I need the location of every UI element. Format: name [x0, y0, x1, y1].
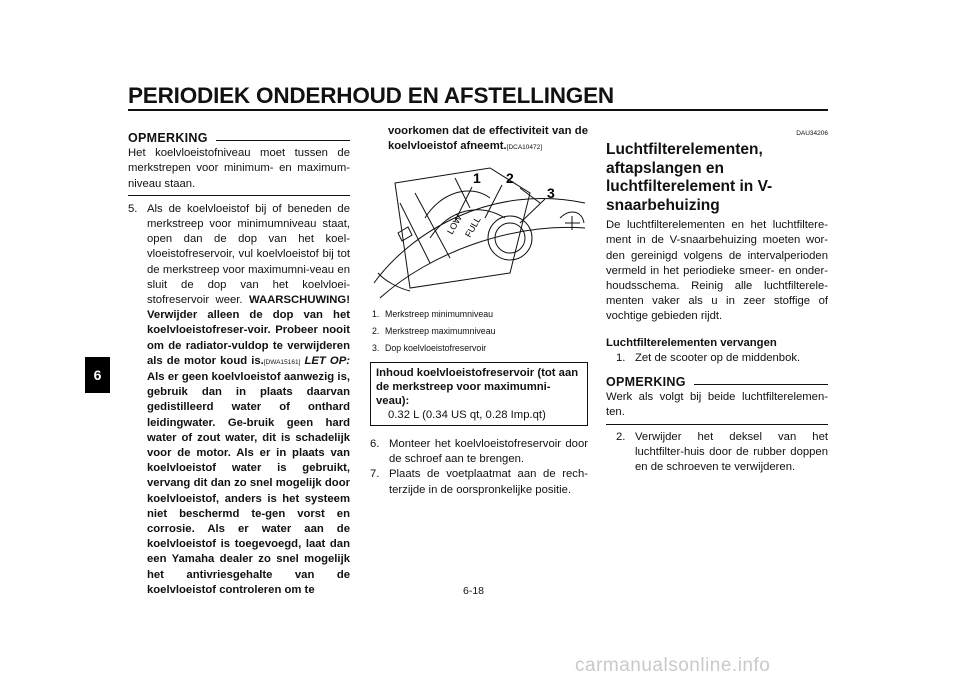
- chapter-tab: 6: [85, 357, 110, 393]
- watermark: carmanualsonline.info: [575, 655, 771, 676]
- spec-value: 0.32 L (0.34 US qt, 0.28 Imp.qt): [388, 409, 546, 421]
- header-rule: [128, 109, 828, 111]
- caption-1: [372, 308, 582, 320]
- caption-3: [372, 342, 582, 354]
- note-title: OPMERKING: [128, 131, 208, 145]
- figure-captions: [372, 308, 582, 354]
- caution-code: [DCA10472]: [506, 144, 543, 152]
- note-end-rule: [606, 424, 828, 425]
- warning-text: WAARSCHUWING! Verwijder alleen de dop van het koelvloeistofreser-voir. Probeer nooit om de radiator-vuldop te verwijderen als de motor koud is.: [147, 294, 350, 367]
- step-number: 5.: [128, 202, 138, 215]
- section-code: DAU34206: [796, 130, 828, 137]
- caution-text: Als er geen koelvloeistof aanwezig is, gebruik dan in plaats daarvan gedistilleerd water of onthard leidingwater. Ge-bruik geen hard water of zout water, dit is schadelijk voor de motor. Als er in plaats van koelvloeistof water is gebruikt, vervang dit dan zo snel mogelijk door koelvloeistof, anders is het systeem niet beschermd te-gen vorst en corrosie. Als er water aan de koelvloeistof is toegevoegd, laat dan een Yamaha dealer zo snel mogelijk het antivriesgehalte van de koelvloeistof controleren om te: [147, 371, 350, 596]
- caption-2: [372, 325, 582, 337]
- step-6: [370, 437, 588, 467]
- step-2: [606, 430, 828, 476]
- caption-number: 3.: [372, 343, 380, 353]
- middle-column: [370, 124, 588, 155]
- page-header: PERIODIEK ONDERHOUD EN AFSTELLINGEN: [128, 83, 614, 108]
- step-number: 2.: [616, 430, 626, 443]
- middle-steps: [370, 437, 588, 498]
- full-mark: FULL: [463, 214, 483, 239]
- step-text: Plaats de voetplaatmat aan de rech-terzijde in de oorspronkelijke positie.: [389, 468, 588, 496]
- caption-text: Merkstreep maximumniveau: [385, 326, 496, 336]
- reservoir-illustration: [370, 163, 587, 302]
- note-end-rule: [128, 195, 350, 196]
- note-text: Werk als volgt bij beide luchtfilterelemen-ten.: [606, 391, 828, 419]
- step-number: 7.: [370, 468, 380, 481]
- caption-text: Dop koelvloeistofreservoir: [385, 343, 487, 353]
- page-number: 6-18: [463, 585, 485, 597]
- spec-box: [370, 362, 588, 426]
- step-text: Zet de scooter op de middenbok.: [635, 351, 801, 364]
- callout-1: 1: [473, 170, 481, 186]
- step-text: Monteer het koelvloeistofreservoir door de schroef aan te brengen.: [389, 438, 588, 466]
- note-heading: [128, 131, 350, 146]
- step-body: [147, 202, 350, 598]
- low-mark: LOW: [445, 213, 464, 236]
- caption-number: 2.: [372, 326, 380, 336]
- note-heading: [606, 375, 828, 390]
- caution-continued: voorkomen dat de effectiviteit van de koelvloeistof afneemt.: [388, 125, 588, 153]
- right-column: [606, 126, 828, 475]
- warning-code: [DWA15161]: [263, 358, 301, 366]
- subsection-title: Luchtfilterelementen vervangen: [606, 336, 777, 349]
- step-number: 6.: [370, 438, 380, 450]
- step-1: [606, 351, 828, 366]
- caption-text: Merkstreep minimumniveau: [385, 309, 494, 319]
- callout-2: 2: [506, 170, 514, 186]
- continued-text: [370, 124, 588, 155]
- caption-number: 1.: [372, 309, 380, 319]
- step-text: Als de koelvloeistof bij of beneden de merkstreep voor minimumniveau staat, open dan de dop van het koel-vloeistofreservoir, vul koelvloeistof bij tot de merkstreep voor maximumni-veau en sluit de dop van het koelvloei-stofreservoir weer.: [147, 202, 350, 307]
- letop-label: LET OP:: [304, 354, 351, 367]
- step-5: [128, 202, 350, 598]
- step-text: Verwijder het deksel van het luchtfilter-huis door de rubber doppen en de schroeven te verwijderen.: [635, 430, 828, 474]
- section-title: Luchtfilterelementen, aftapslangen en luchtfilterelement in V-snaarbehuizing: [606, 141, 773, 214]
- note-rule: [216, 140, 350, 141]
- step-7: [370, 467, 588, 497]
- section-text: De luchtfilterelementen en het luchtfiltere-ment in de V-snaarbehuizing moeten wor-den gereinigd volgens de intervalperioden vermeld in het periodieke smeer- en onder-houdsschema. Reinig alle luchtfilterele-menten vaker als u in zeer stoffige of vochtige gebieden rijdt.: [606, 219, 828, 323]
- callout-3: 3: [547, 185, 555, 201]
- note-text: Het koelvloeistofniveau moet tussen de merkstrepen voor minimum- en maximum-niveau staan.: [128, 147, 350, 190]
- left-column: [128, 131, 350, 598]
- note-title: OPMERKING: [606, 375, 686, 390]
- step-number: 1.: [616, 351, 626, 364]
- note-rule: [694, 384, 828, 385]
- reservoir-figure: [370, 163, 587, 302]
- spec-title: Inhoud koelvloeistofreservoir (tot aan de merkstreep voor maximumni-veau):: [376, 367, 579, 407]
